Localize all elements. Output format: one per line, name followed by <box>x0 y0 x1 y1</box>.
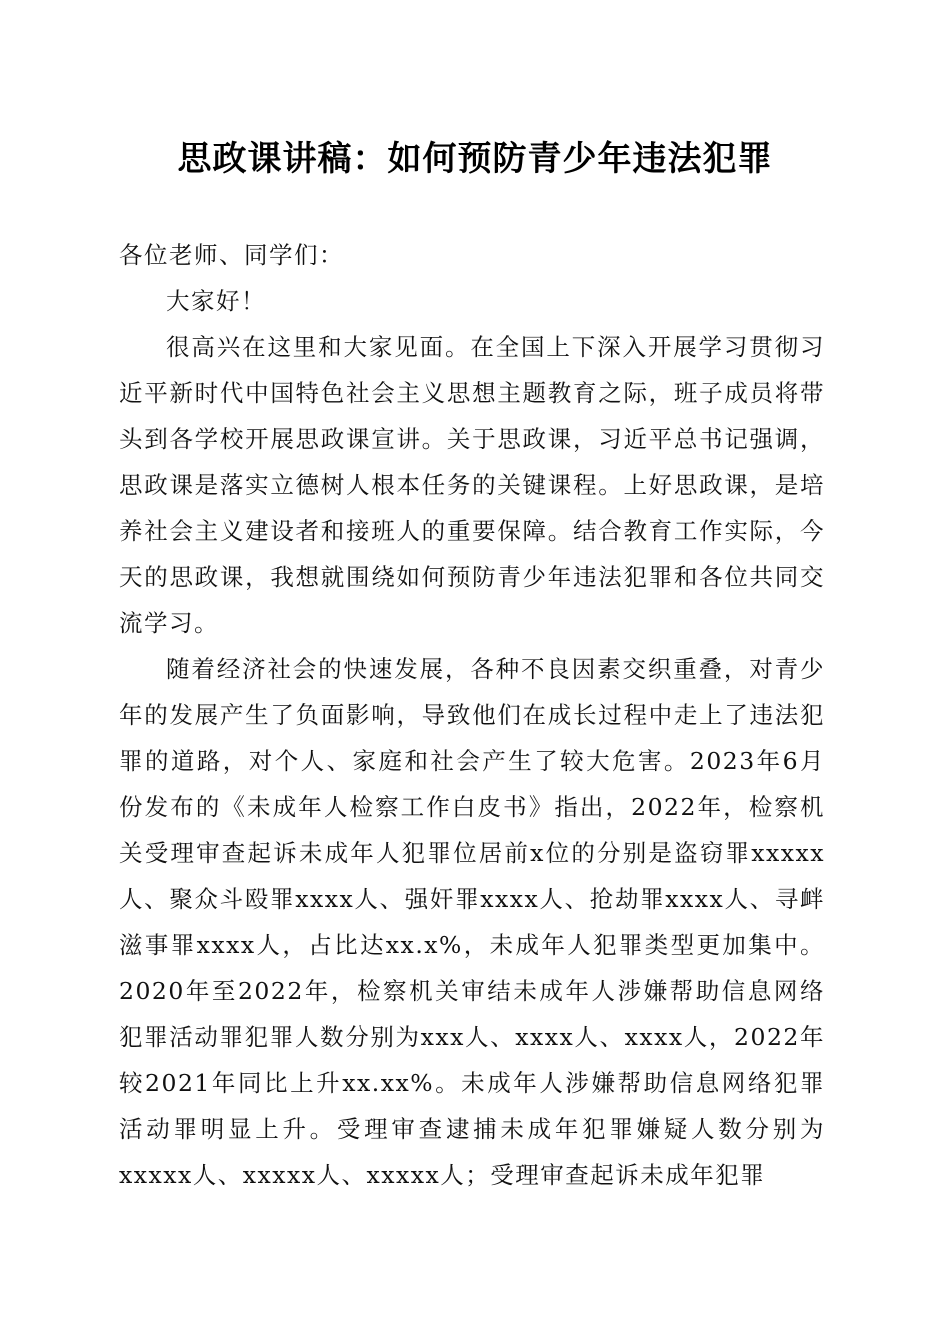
document-body <box>119 232 825 1198</box>
statistics-paragraph: 随着经济社会的快速发展，各种不良因素交织重叠，对青少年的发展产生了负面影响，导致他们在成长过程中走上了违法犯罪的道路，对个人、家庭和社会产生了较大危害。2023年6月份发布的《未成年人检察工作白皮书》指出，2022年，检察机关受理审查起诉未成年人犯罪位居前x位的分别是盗窃罪xxxxx人、聚众斗殴罪xxxx人、强奸罪xxxx人、抢劫罪xxxx人、寻衅滋事罪xxxx人，占比达xx.x%，未成年人犯罪类型更加集中。2020年至2022年，检察机关审结未成年人涉嫌帮助信息网络犯罪活动罪犯罪人数分别为xxx人、xxxx人、xxxx人，2022年较2021年同比上升xx.xx%。未成年人涉嫌帮助信息网络犯罪活动罪明显上升。受理审查逮捕未成年犯罪嫌疑人数分别为xxxxx人、xxxxx人、xxxxx人；受理审查起诉未成年犯罪 <box>119 655 825 1189</box>
intro-paragraph: 很高兴在这里和大家见面。在全国上下深入开展学习贯彻习近平新时代中国特色社会主义思想主题教育之际，班子成员将带头到各学校开展思政课宣讲。关于思政课，习近平总书记强调，思政课是落实立德树人根本任务的关键课程。上好思政课，是培养社会主义建设者和接班人的重要保障。结合教育工作实际，今天的思政课，我想就围绕如何预防青少年违法犯罪和各位共同交流学习。 <box>119 333 825 637</box>
document-title: 思政课讲稿：如何预防青少年违法犯罪 <box>177 139 773 179</box>
greeting-paragraph: 大家好！ <box>166 287 266 315</box>
salutation: 各位老师、同学们： <box>119 241 344 269</box>
